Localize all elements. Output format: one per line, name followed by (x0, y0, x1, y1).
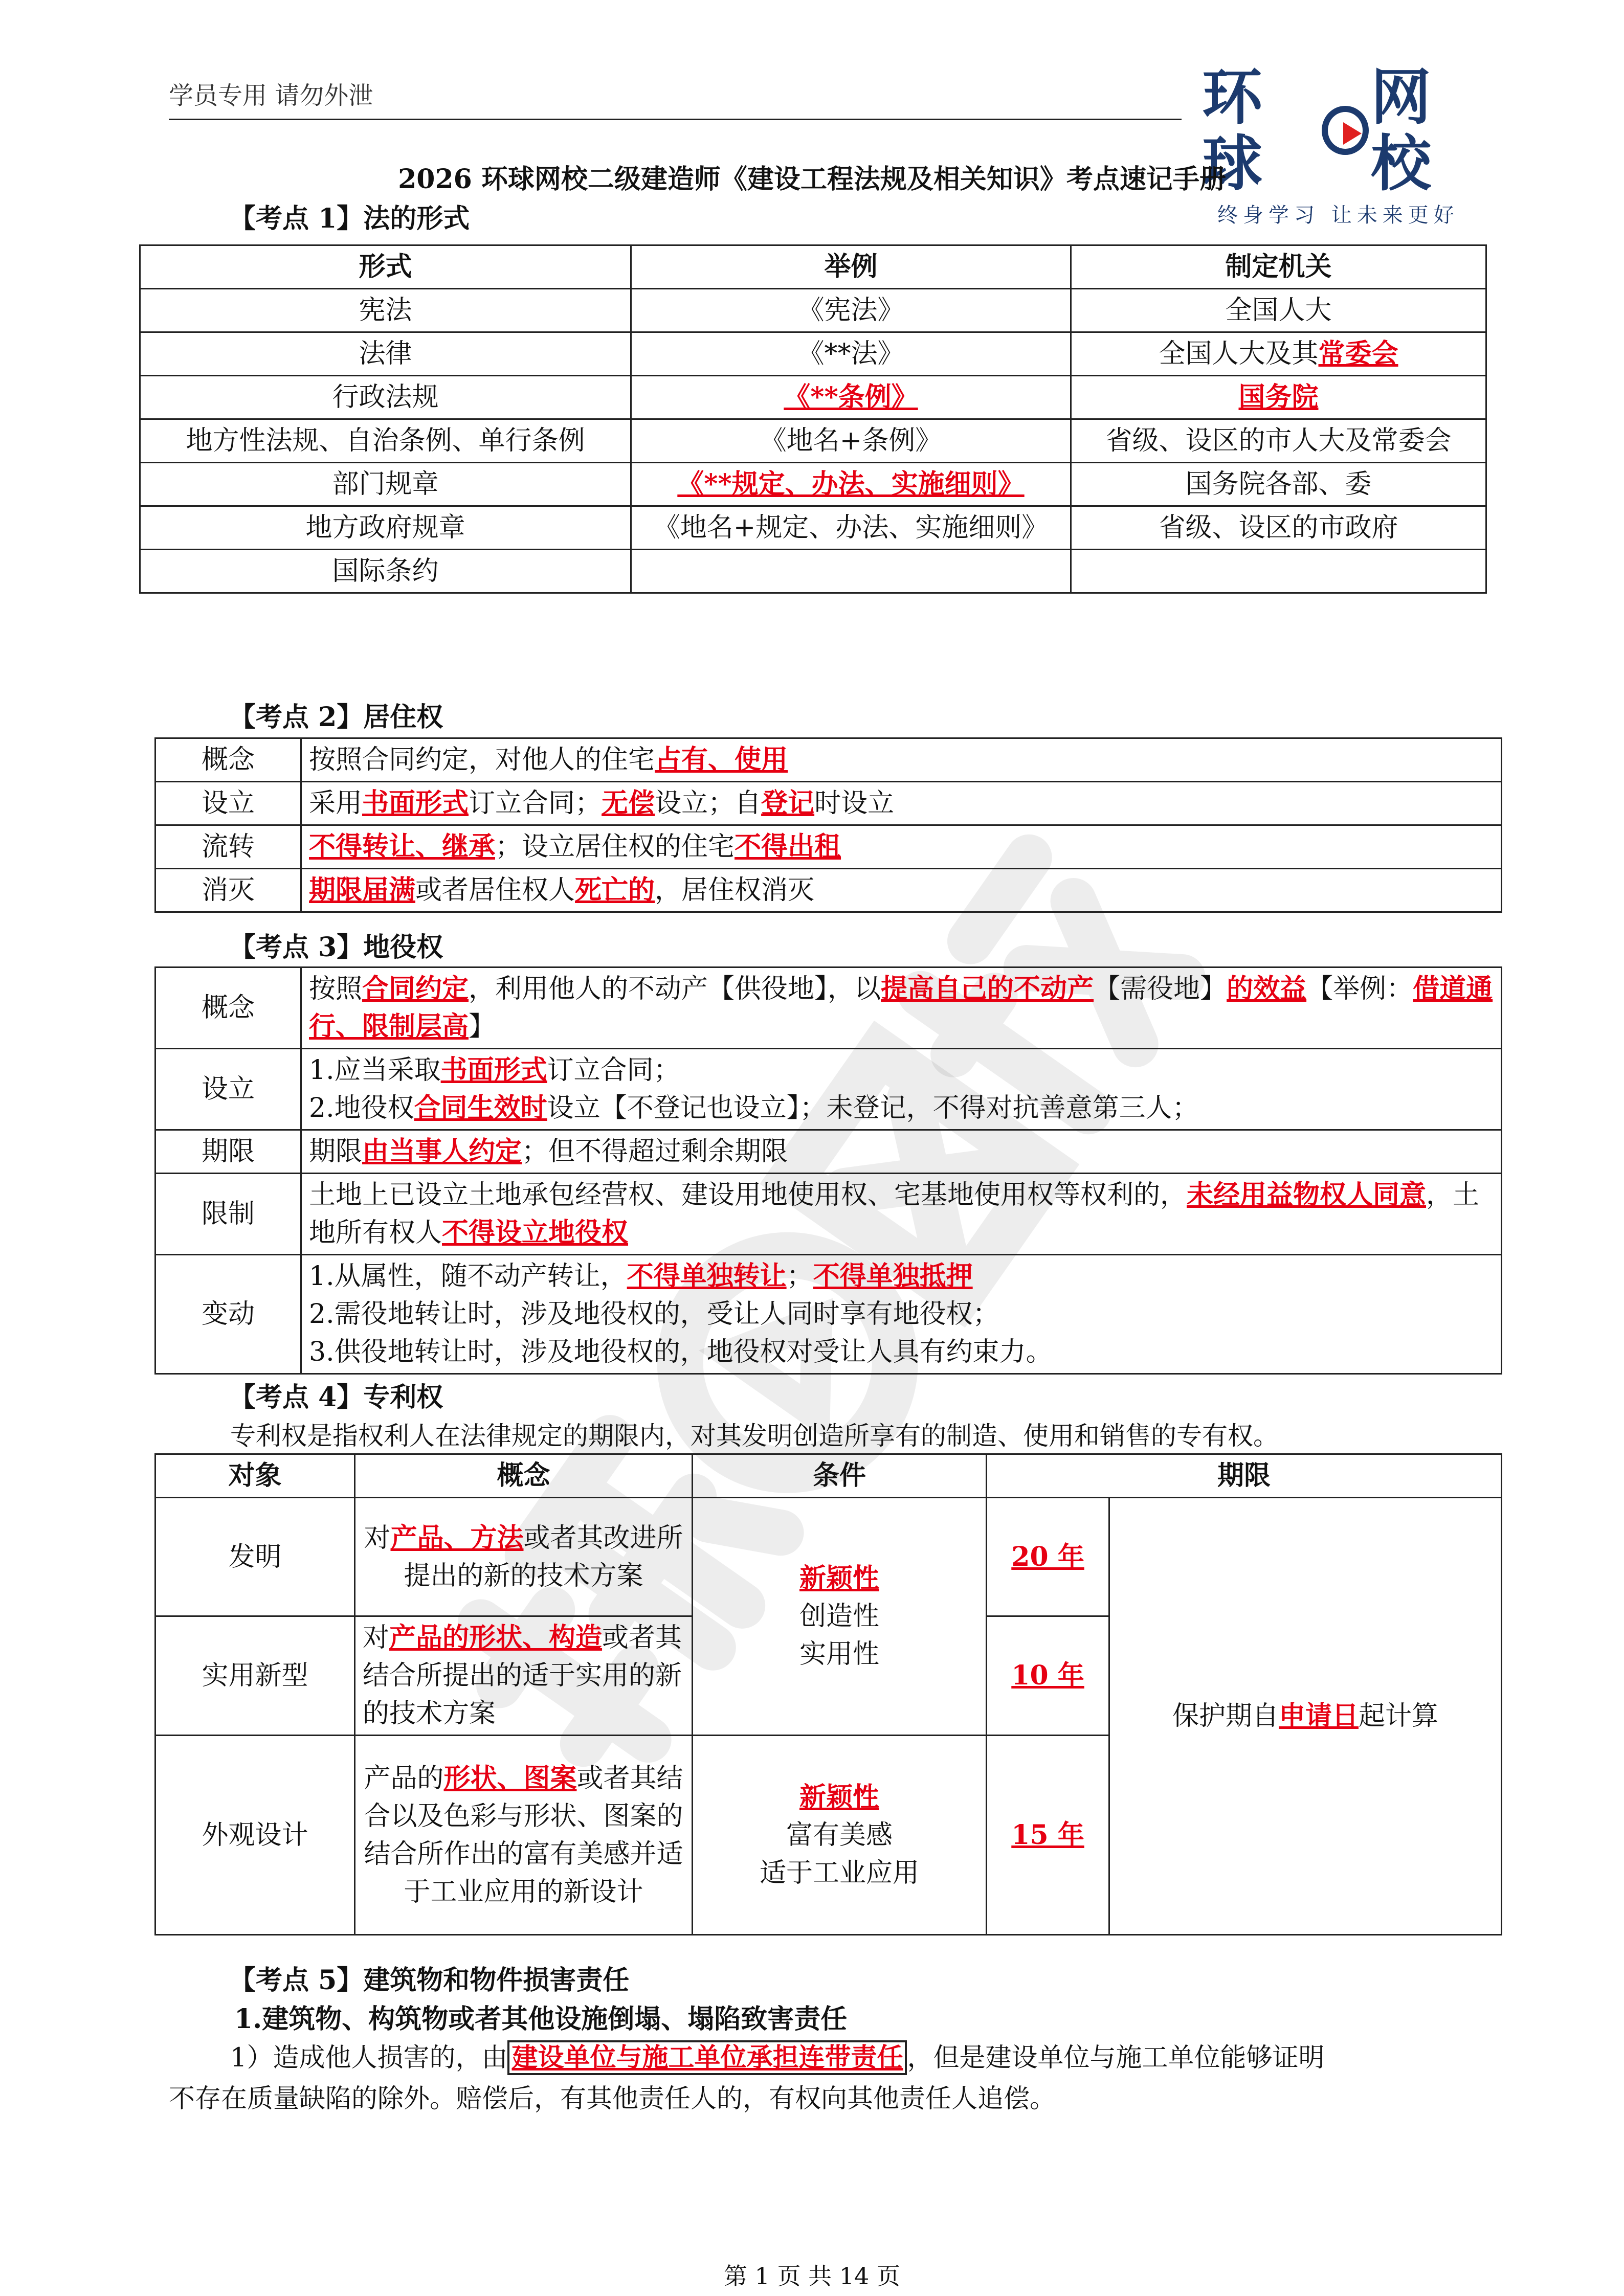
condition-cell: 新颖性 富有美感 适于工业应用 (693, 1736, 987, 1935)
paragraph-line: 不存在质量缺陷的除外。赔偿后，有其他责任人的，有权向其他责任人追偿。 (169, 2084, 1056, 2114)
key-point: 常委会 (1318, 338, 1398, 369)
condition-cell: 新颖性 创造性 实用性 (693, 1498, 987, 1736)
object-cell: 发明 (155, 1498, 355, 1616)
table-row (140, 506, 1486, 550)
row-content: 按照合同约定，利用他人的不动产【供役地】，以提高自己的不动产【需役地】的效益【举例：借道通行、限制层高】 (301, 967, 1502, 1049)
example-cell: 《**法》 (631, 332, 1071, 376)
row-content: 期限届满或者居住权人死亡的，居住权消灭 (301, 869, 1502, 912)
play-icon (1322, 106, 1369, 155)
row-content: 1.应当采取书面形式订立合同； 2.地役权合同生效时设立【不登记也设立】；未登记，不得对抗善意第三人； (301, 1049, 1502, 1130)
table-row (140, 550, 1486, 593)
example-cell: 《地名+条例》 (631, 419, 1071, 463)
table-row (155, 1498, 1502, 1616)
term-cell: 20 年 (987, 1498, 1109, 1616)
document-title: 2026 环球网校二级建造师《建设工程法规及相关知识》考点速记手册 (398, 164, 1226, 195)
concept-cell: 对产品、方法或者其改进所提出的新的技术方案 (355, 1498, 693, 1616)
law-forms-table (139, 244, 1487, 594)
example-cell (631, 376, 1071, 419)
row-content: 土地上已设立土地承包经营权、建设用地使用权、宅基地使用权等权利的，未经用益物权人同意，土地所有权人不得设立地役权 (301, 1174, 1502, 1255)
organ-cell (1071, 376, 1486, 419)
patent-table (154, 1453, 1502, 1935)
organ-cell: 全国人大及其常委会 (1071, 332, 1486, 376)
column-header: 形式 (140, 245, 631, 289)
table-row (155, 1255, 1502, 1374)
protection-cell: 保护期自申请日起计算 (1109, 1498, 1502, 1935)
table-row (155, 1174, 1502, 1255)
row-content: 不得转让、继承；设立居住权的住宅不得出租 (301, 825, 1502, 869)
form-cell: 国际条约 (140, 550, 631, 593)
row-label: 限制 (155, 1174, 301, 1255)
table-row (140, 463, 1486, 506)
logo-text-a: 环球 (1202, 62, 1265, 199)
row-content: 1.从属性，随不动产转让，不得单独转让；不得单独抵押 2.需役地转让时，涉及地役权的，受让人同时享有地役权； 3.供役地转让时，涉及地役权的，地役权对受让人具有约束力。 (301, 1255, 1502, 1374)
concept-cell: 对产品的形状、构造或者其结合所提出的适于实用的新的技术方案 (355, 1616, 693, 1736)
table-header-row (155, 1454, 1502, 1498)
header-notice: 学员专用 请勿外泄 (169, 81, 373, 110)
table-row (155, 869, 1502, 912)
table-row (155, 1130, 1502, 1174)
form-cell: 地方性法规、自治条例、单行条例 (140, 419, 631, 463)
term-cell: 15 年 (987, 1736, 1109, 1935)
form-cell: 法律 (140, 332, 631, 376)
residence-right-table (154, 737, 1502, 913)
table-row (155, 1049, 1502, 1130)
organ-cell (1071, 550, 1486, 593)
column-header: 期限 (987, 1454, 1502, 1498)
column-header: 制定机关 (1071, 245, 1486, 289)
header-divider (169, 119, 1182, 120)
key-point: 国务院 (1238, 381, 1319, 413)
row-label: 设立 (155, 1049, 301, 1130)
row-label: 期限 (155, 1130, 301, 1174)
form-cell: 部门规章 (140, 463, 631, 506)
table-row (140, 289, 1486, 332)
form-cell: 宪法 (140, 289, 631, 332)
section5-subheading: 1.建筑物、构筑物或者其他设施倒塌、塌陷致害责任 (234, 2004, 848, 2035)
column-header: 对象 (155, 1454, 355, 1498)
patent-intro: 专利权是指权利人在法律规定的期限内，对其发明创造所享有的制造、使用和销售的专有权。 (230, 1421, 1279, 1451)
row-content: 期限由当事人约定；但不得超过剩余期限 (301, 1130, 1502, 1174)
table-row (140, 376, 1486, 419)
key-point: 占有、使用 (655, 744, 788, 775)
logo-text-b: 网校 (1370, 62, 1433, 199)
key-point: 《**规定、办法、实施细则》 (677, 468, 1025, 500)
term-cell: 10 年 (987, 1616, 1109, 1736)
concept-cell: 产品的形状、图案或者其结合以及色彩与形状、图案的结合所作出的富有美感并适于工业应用的新设计 (355, 1736, 693, 1935)
organ-cell: 省级、设区的市人大及常委会 (1071, 419, 1486, 463)
row-label: 变动 (155, 1255, 301, 1374)
section4-heading: 【考点 4】专利权 (229, 1382, 443, 1413)
object-cell: 实用新型 (155, 1616, 355, 1736)
table-header-row (140, 245, 1486, 289)
row-content: 按照合同约定，对他人的住宅占有、使用 (301, 738, 1502, 782)
logo-slogan: 终身学习 让未来更好 (1217, 204, 1459, 227)
table-row (140, 332, 1486, 376)
row-label: 流转 (155, 825, 301, 869)
row-label: 概念 (155, 738, 301, 782)
section5-heading: 【考点 5】建筑物和物件损害责任 (229, 1965, 630, 1996)
table-row (140, 419, 1486, 463)
brand-logo (1202, 62, 1488, 227)
section2-heading: 【考点 2】居住权 (229, 702, 443, 733)
row-label: 概念 (155, 967, 301, 1049)
organ-cell: 省级、设区的市政府 (1071, 506, 1486, 550)
table-row (155, 967, 1502, 1049)
section1-heading: 【考点 1】法的形式 (229, 203, 470, 234)
section3-heading: 【考点 3】地役权 (229, 932, 443, 963)
table-row (155, 825, 1502, 869)
page-number: 第 1 页 共 14 页 (724, 2262, 900, 2290)
form-cell: 地方政府规章 (140, 506, 631, 550)
example-cell: 《地名+规定、办法、实施细则》 (631, 506, 1071, 550)
column-header: 举例 (631, 245, 1071, 289)
paragraph-line: 1）造成他人损害的，由 建设单位与施工单位承担连带责任 ，但是建设单位与施工单位能够证明 (230, 2036, 1324, 2074)
easement-table (154, 966, 1502, 1375)
highlight-box: 建设单位与施工单位承担连带责任 (507, 2040, 907, 2075)
example-cell (631, 463, 1071, 506)
key-point: 《**条例》 (784, 381, 918, 413)
example-cell: 《宪法》 (631, 289, 1071, 332)
organ-cell: 国务院各部、委 (1071, 463, 1486, 506)
table-row (155, 738, 1502, 782)
row-label: 设立 (155, 782, 301, 825)
column-header: 条件 (693, 1454, 987, 1498)
row-content: 采用书面形式订立合同；无偿设立；自登记时设立 (301, 782, 1502, 825)
column-header: 概念 (355, 1454, 693, 1498)
organ-cell: 全国人大 (1071, 289, 1486, 332)
object-cell: 外观设计 (155, 1736, 355, 1935)
row-label: 消灭 (155, 869, 301, 912)
form-cell: 行政法规 (140, 376, 631, 419)
example-cell (631, 550, 1071, 593)
table-row (155, 782, 1502, 825)
